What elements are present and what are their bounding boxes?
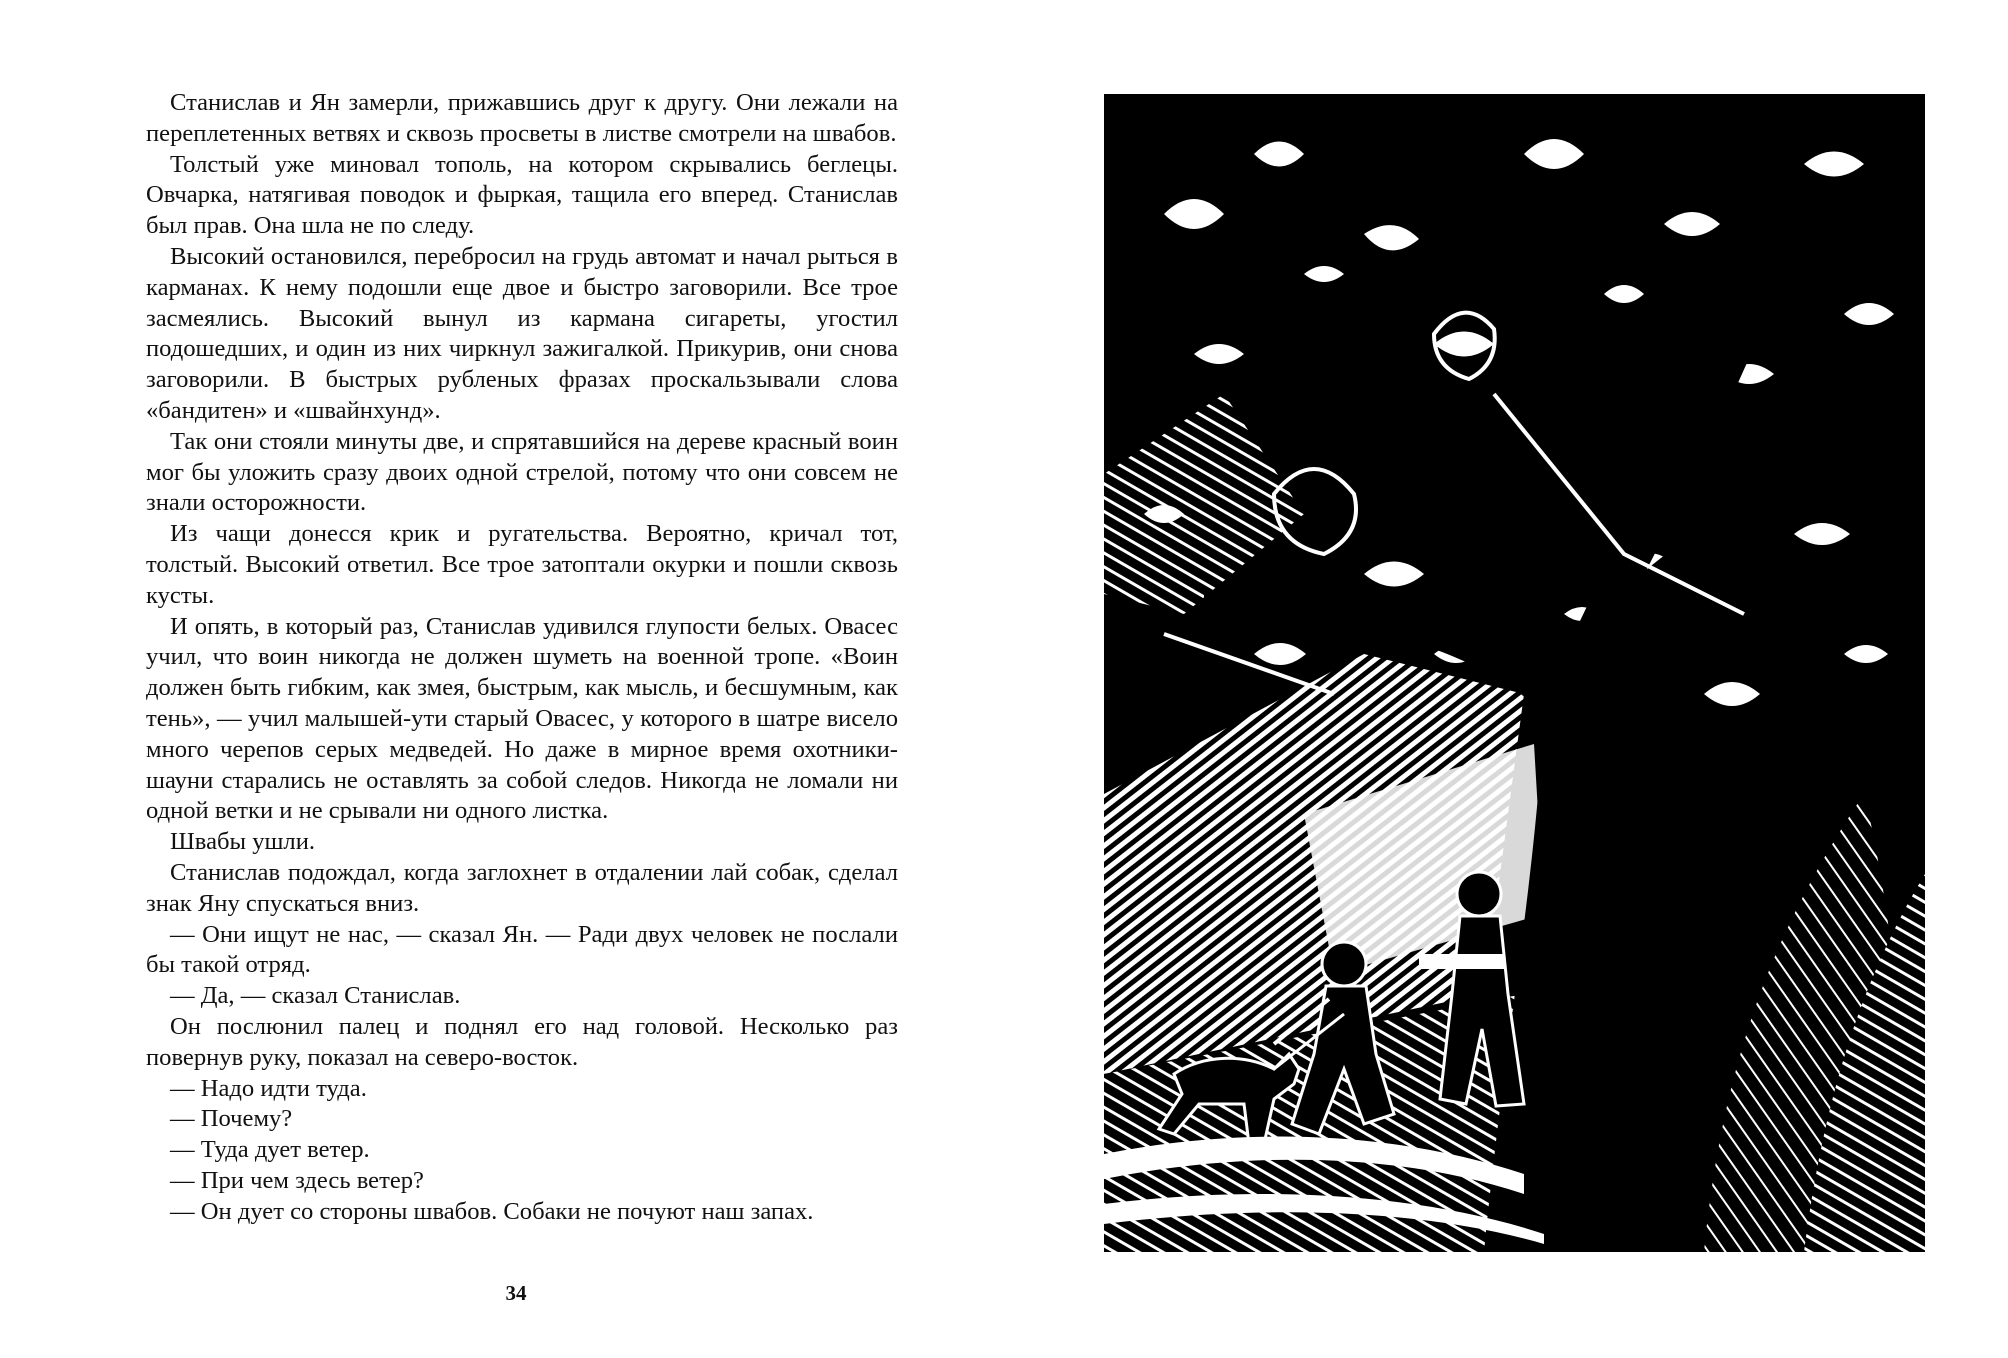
dialogue-line: — При чем здесь ветер?: [170, 1166, 424, 1194]
paragraph: Он послюнил палец и поднял его над головой. Несколько раз повернув руку, показал на северо-восток.: [146, 1012, 898, 1071]
paragraph: Из чащи донесся крик и ругательства. Вероятно, кричал тот, толстый. Высокий ответил. Все трое затоптали окурки и пошли сквозь кусты.: [146, 520, 898, 609]
dialogue-line: — Почему?: [170, 1105, 293, 1133]
woodcut-illustration: [1104, 94, 1925, 1252]
paragraph: Станислав и Ян замерли, прижавшись друг к другу. Они лежали на переплетенных ветвях и сквозь просветы в листве смотрели на швабов.: [146, 89, 898, 147]
book-text: [146, 88, 898, 1227]
dialogue-line: — Да, — сказал Станислав.: [170, 982, 461, 1010]
paragraph: Станислав подождал, когда заглохнет в отдалении лай собак, сделал знак Яну спускаться вниз.: [146, 858, 898, 917]
dialogue-line: — Они ищут не нас, — сказал Ян. — Ради двух человек не послали бы такой отряд.: [146, 920, 898, 979]
paragraph: Высокий остановился, перебросил на грудь автомат и начал рыться в карманах. К нему подошли еще двое и быстро заговорили. Все трое засмеялись. Высокий вынул из кармана сигареты, угостил подошедших, и один из них чиркнул зажигалкой. Прикурив, они снова заговорили. В быстрых рубленых фразах проскальзывали слова «бандитен» и «швайнхунд».: [146, 242, 898, 424]
paragraph: Толстый уже миновал тополь, на котором скрывались беглецы. Овчарка, натягивая поводок и фыркая, тащила его вперед. Станислав был прав. Она шла не по следу.: [146, 150, 898, 240]
paragraph: Швабы ушли.: [170, 828, 316, 856]
paragraph: И опять, в который раз, Станислав удивился глупости белых. Овасес учил, что воин никогда не должен шуметь на военной тропе. «Воин должен быть гибким, как змея, быстрым, как мысль, и бесшумным, как тень», — учил малышей-ути старый Овасес, у которого в шатре висело много черепов серых медведей. Но даже в мирное время охотники-шауни старались не оставлять за собой следов. Никогда не ломали ни одной ветки и не срывали ни одного листка.: [146, 612, 898, 825]
dialogue-line: — Туда дует ветер.: [170, 1136, 370, 1164]
page-number: 34: [505, 1281, 527, 1305]
woodcut-drawing: [1104, 94, 1925, 1252]
dialogue-line: — Он дует со стороны швабов. Собаки не почуют наш запах.: [170, 1197, 814, 1225]
dialogue-line: — Надо идти туда.: [170, 1074, 367, 1102]
paragraph: Так они стояли минуты две, и спрятавшийся на дереве красный воин мог бы уложить сразу двоих одной стрелой, потому что они совсем не знали осторожности.: [146, 427, 898, 517]
